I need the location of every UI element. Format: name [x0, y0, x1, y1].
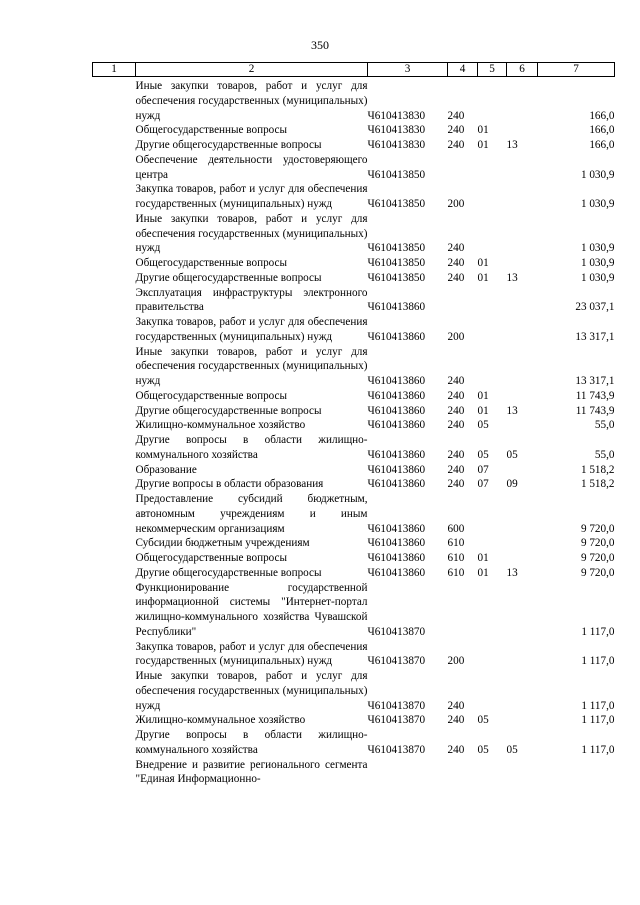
- row-expense-type: [448, 286, 478, 316]
- row-expense-type: 240: [447, 139, 465, 151]
- row-expense-type: [448, 581, 478, 640]
- table-row: [93, 536, 615, 551]
- row-amount: 166,0: [589, 124, 615, 137]
- table-row: [93, 728, 615, 758]
- row-expense-type: 240: [447, 124, 465, 137]
- row-section: [478, 345, 507, 389]
- row-amount: 1 030,9: [580, 271, 615, 284]
- row-number: [93, 286, 136, 316]
- row-subsection: [507, 669, 538, 713]
- row-amount: 1 117,0: [581, 655, 615, 668]
- row-amount: 1 030,9: [580, 198, 615, 210]
- row-subsection: [507, 345, 538, 389]
- row-target-code: Ч610413860: [367, 463, 426, 476]
- table-row: [93, 271, 615, 286]
- header-cell: 2: [136, 63, 368, 77]
- row-expense-type: 240: [447, 699, 465, 712]
- row-number: [93, 669, 136, 713]
- row-amount: 166,0: [589, 139, 615, 151]
- row-amount: 11 743,9: [575, 389, 615, 402]
- row-target-code: Ч610413860: [367, 375, 426, 387]
- row-name: Другие общегосударственные вопросы: [135, 271, 322, 284]
- row-subsection: [507, 581, 538, 640]
- row-expense-type: 200: [447, 655, 465, 668]
- row-target-code: Ч610413850: [367, 257, 426, 269]
- row-name: Иные закупки товаров, работ и услуг для обеспечения государственных (муниципальных) нужд: [135, 670, 368, 712]
- row-section: [478, 153, 507, 183]
- row-subsection: 13: [506, 139, 518, 151]
- table-row: [93, 463, 615, 478]
- row-number: [93, 640, 136, 670]
- row-expense-type: [448, 758, 478, 788]
- row-number: [93, 138, 136, 153]
- row-name: Обеспечение деятельности удостоверяющего центра: [135, 153, 368, 181]
- row-expense-type: 610: [447, 537, 465, 550]
- row-name: Общегосударственные вопросы: [135, 552, 288, 564]
- row-subsection: [507, 286, 538, 316]
- table-row: [93, 566, 615, 581]
- row-amount: 13 317,1: [575, 375, 615, 387]
- row-subsection: [507, 492, 538, 536]
- header-cell: 7: [538, 63, 615, 77]
- row-number: [93, 581, 136, 640]
- row-name: Иные закупки товаров, работ и услуг для обеспечения государственных (муниципальных) нужд: [135, 80, 368, 122]
- row-number: [93, 315, 136, 345]
- page-number: 350: [311, 38, 329, 52]
- row-subsection: [507, 463, 538, 478]
- row-target-code: Ч610413860: [367, 330, 426, 343]
- row-section: 05: [477, 419, 489, 432]
- table-row: [93, 477, 615, 492]
- row-number: [93, 404, 136, 419]
- row-amount: 1 030,9: [580, 168, 615, 181]
- row-target-code: Ч610413860: [367, 301, 426, 314]
- row-name: Общегосударственные вопросы: [135, 389, 288, 402]
- row-subsection: 05: [506, 448, 518, 461]
- row-name: Внедрение и развитие регионального сегмента "Единая Информационно-: [135, 758, 368, 786]
- row-subsection: 13: [506, 566, 518, 579]
- row-number: [93, 182, 136, 212]
- row-name: Другие вопросы в области образования: [135, 478, 324, 491]
- row-target-code: Ч610413860: [367, 404, 426, 417]
- row-target-code: Ч610413860: [367, 522, 426, 535]
- table-row: [93, 551, 615, 566]
- row-name: Жилищно-коммунальное хозяйство: [135, 419, 306, 432]
- row-amount: 1 117,0: [581, 743, 615, 756]
- row-number: [93, 758, 136, 788]
- row-name: Эксплуатация инфраструктуры электронного правительства: [135, 286, 368, 314]
- row-target-code: Ч610413860: [367, 566, 426, 579]
- row-section: [478, 286, 507, 316]
- row-subsection: 09: [506, 478, 518, 491]
- row-expense-type: 240: [447, 419, 465, 432]
- row-target-code: Ч610413860: [367, 448, 426, 461]
- row-amount: 9 720,0: [580, 522, 615, 535]
- row-number: [93, 212, 136, 256]
- table-row: [93, 404, 615, 419]
- row-name: Жилищно-коммунальное хозяйство: [135, 714, 306, 727]
- row-name: Закупка товаров, работ и услуг для обеспечения государственных (муниципальных) нужд: [135, 640, 368, 668]
- row-amount: 1 030,9: [580, 257, 615, 269]
- row-section: 07: [477, 463, 489, 476]
- row-subsection: [507, 418, 538, 433]
- row-amount: 166,0: [589, 109, 615, 122]
- table-row: [93, 640, 615, 670]
- row-expense-type: 240: [447, 714, 465, 727]
- row-section: [478, 212, 507, 256]
- row-target-code: Ч610413850: [367, 271, 426, 284]
- row-number: [93, 389, 136, 404]
- row-section: 05: [477, 448, 489, 461]
- row-section: 05: [477, 714, 489, 727]
- row-subsection: [507, 256, 538, 271]
- row-target-code: Ч610413870: [367, 714, 426, 727]
- row-number: [93, 566, 136, 581]
- row-number: [93, 433, 136, 463]
- row-target-code: Ч610413860: [367, 389, 426, 402]
- row-name: Субсидии бюджетным учреждениям: [135, 537, 310, 550]
- row-number: [93, 418, 136, 433]
- row-section: [478, 536, 507, 551]
- row-expense-type: [448, 153, 478, 183]
- row-amount: 11 743,9: [575, 404, 615, 417]
- row-amount: 1 518,2: [580, 478, 615, 491]
- row-number: [93, 492, 136, 536]
- row-subsection: 05: [506, 743, 518, 756]
- row-section: [478, 581, 507, 640]
- row-subsection: [507, 315, 538, 345]
- row-name: Другие вопросы в области жилищно-коммунального хозяйства: [135, 729, 368, 756]
- row-number: [93, 79, 136, 123]
- row-expense-type: 610: [447, 552, 465, 564]
- row-expense-type: 200: [447, 330, 465, 343]
- row-subsection: 13: [506, 404, 518, 417]
- row-target-code: Ч610413850: [367, 168, 426, 181]
- row-amount: 9 720,0: [580, 537, 615, 550]
- row-expense-type: 240: [447, 448, 465, 461]
- row-expense-type: 240: [447, 271, 465, 284]
- column-number-header: [93, 63, 615, 77]
- table-row: [93, 182, 615, 212]
- row-target-code: Ч610413850: [367, 242, 426, 255]
- row-subsection: [507, 153, 538, 183]
- row-amount: 1 117,0: [581, 625, 615, 638]
- row-number: [93, 271, 136, 286]
- row-name: Другие общегосударственные вопросы: [135, 139, 322, 151]
- row-section: 01: [477, 404, 489, 417]
- row-expense-type: 600: [447, 522, 465, 535]
- row-amount: 55,0: [594, 448, 615, 461]
- table-row: [93, 315, 615, 345]
- row-number: [93, 551, 136, 566]
- row-name: Общегосударственные вопросы: [135, 124, 288, 137]
- table-row: [93, 492, 615, 536]
- row-target-code: Ч610413860: [367, 537, 426, 550]
- row-number: [93, 713, 136, 728]
- row-name: Другие вопросы в области жилищно-коммунального хозяйства: [135, 434, 368, 461]
- row-number: [93, 256, 136, 271]
- table-row: [93, 138, 615, 153]
- row-expense-type: 240: [447, 404, 465, 417]
- row-subsection: [507, 551, 538, 566]
- row-expense-type: 240: [447, 109, 465, 122]
- row-name: Предоставление субсидий бюджетным, автономным учреждениям и иным некоммерческим организациям: [135, 493, 368, 535]
- row-amount: 1 117,0: [581, 714, 615, 727]
- table-row: [93, 669, 615, 713]
- header-cell: 6: [507, 63, 538, 77]
- budget-table-body: [93, 63, 615, 788]
- row-name: Иные закупки товаров, работ и услуг для обеспечения государственных (муниципальных) нужд: [135, 212, 368, 255]
- row-number: [93, 153, 136, 183]
- table-row: [93, 581, 615, 640]
- row-subsection: 13: [506, 271, 518, 284]
- row-section: 05: [477, 743, 489, 756]
- row-target-code: Ч610413870: [367, 743, 426, 756]
- row-amount: 9 720,0: [580, 566, 615, 579]
- row-name: Функционирование государственной информационной системы "Интернет-портал жилищно-коммунального хозяйства Чувашской Республики": [135, 581, 368, 638]
- row-number: [93, 728, 136, 758]
- row-section: 01: [477, 389, 489, 402]
- table-row: [93, 286, 615, 316]
- row-target-code: Ч610413860: [367, 478, 426, 491]
- row-expense-type: 240: [447, 389, 465, 402]
- row-expense-type: 240: [447, 743, 465, 756]
- row-subsection: [507, 212, 538, 256]
- row-section: 01: [477, 271, 489, 284]
- row-section: 01: [477, 552, 489, 564]
- row-amount: 1 518,2: [580, 463, 615, 476]
- row-name: Образование: [135, 463, 197, 476]
- header-cell: 1: [93, 63, 136, 77]
- row-section: [478, 669, 507, 713]
- row-amount: 55,0: [594, 419, 615, 432]
- header-cell: 3: [368, 63, 448, 77]
- table-row: [93, 713, 615, 728]
- row-number: [93, 345, 136, 389]
- budget-table: [92, 62, 615, 787]
- row-target-code: Ч610413830: [367, 124, 426, 137]
- table-row: [93, 256, 615, 271]
- table-row: [93, 153, 615, 183]
- row-amount: 13 317,1: [575, 330, 615, 343]
- table-row: [93, 79, 615, 123]
- row-number: [93, 477, 136, 492]
- row-section: [478, 492, 507, 536]
- row-subsection: [507, 123, 538, 138]
- row-name: Другие общегосударственные вопросы: [135, 404, 322, 417]
- row-section: 01: [477, 124, 489, 137]
- row-name: Закупка товаров, работ и услуг для обеспечения государственных (муниципальных) нужд: [135, 183, 368, 210]
- row-target-code: Ч610413830: [367, 109, 426, 122]
- row-subsection: [507, 536, 538, 551]
- row-number: [93, 463, 136, 478]
- row-target-code: Ч610413860: [367, 419, 426, 432]
- table-row: [93, 389, 615, 404]
- row-amount: 1 117,0: [581, 699, 615, 712]
- row-section: 01: [477, 257, 489, 269]
- row-section: 07: [477, 478, 489, 491]
- row-section: [478, 315, 507, 345]
- row-amount: 23 037,1: [575, 301, 615, 314]
- row-target-code: Ч610413870: [367, 655, 426, 668]
- row-target-code: Ч610413860: [367, 552, 426, 564]
- row-section: 01: [477, 139, 489, 151]
- table-row: [93, 345, 615, 389]
- row-name: Общегосударственные вопросы: [135, 257, 288, 269]
- row-name: Другие общегосударственные вопросы: [135, 566, 322, 579]
- row-name: Иные закупки товаров, работ и услуг для обеспечения государственных (муниципальных) нужд: [135, 345, 368, 387]
- row-subsection: [507, 758, 538, 788]
- row-section: 01: [477, 566, 489, 579]
- row-expense-type: 240: [447, 375, 465, 387]
- header-cell: 5: [478, 63, 507, 77]
- row-amount: 1 030,9: [580, 242, 615, 255]
- table-row: [93, 123, 615, 138]
- row-section: [478, 79, 507, 123]
- row-subsection: [507, 182, 538, 212]
- row-target-code: Ч610413850: [367, 198, 426, 210]
- row-expense-type: 240: [447, 257, 465, 269]
- row-number: [93, 123, 136, 138]
- row-expense-type: 200: [447, 198, 465, 210]
- header-cell: 4: [448, 63, 478, 77]
- row-target-code: Ч610413870: [367, 699, 426, 712]
- row-expense-type: 240: [447, 463, 465, 476]
- row-expense-type: 610: [447, 566, 465, 579]
- table-row: [93, 418, 615, 433]
- row-subsection: [507, 640, 538, 670]
- row-section: [478, 758, 507, 788]
- row-subsection: [507, 389, 538, 404]
- row-subsection: [507, 713, 538, 728]
- table-row: [93, 433, 615, 463]
- table-row: [93, 758, 615, 788]
- row-expense-type: 240: [447, 478, 465, 491]
- row-target-code: Ч610413870: [367, 625, 426, 638]
- row-subsection: [507, 79, 538, 123]
- row-amount: 9 720,0: [580, 552, 615, 564]
- row-target-code: Ч610413830: [367, 139, 426, 151]
- table-row: [93, 212, 615, 256]
- row-target-code: [368, 758, 448, 788]
- row-section: [478, 182, 507, 212]
- row-amount: [538, 758, 615, 788]
- row-section: [478, 640, 507, 670]
- row-number: [93, 536, 136, 551]
- row-name: Закупка товаров, работ и услуг для обеспечения государственных (муниципальных) нужд: [135, 316, 368, 343]
- row-expense-type: 240: [447, 242, 465, 255]
